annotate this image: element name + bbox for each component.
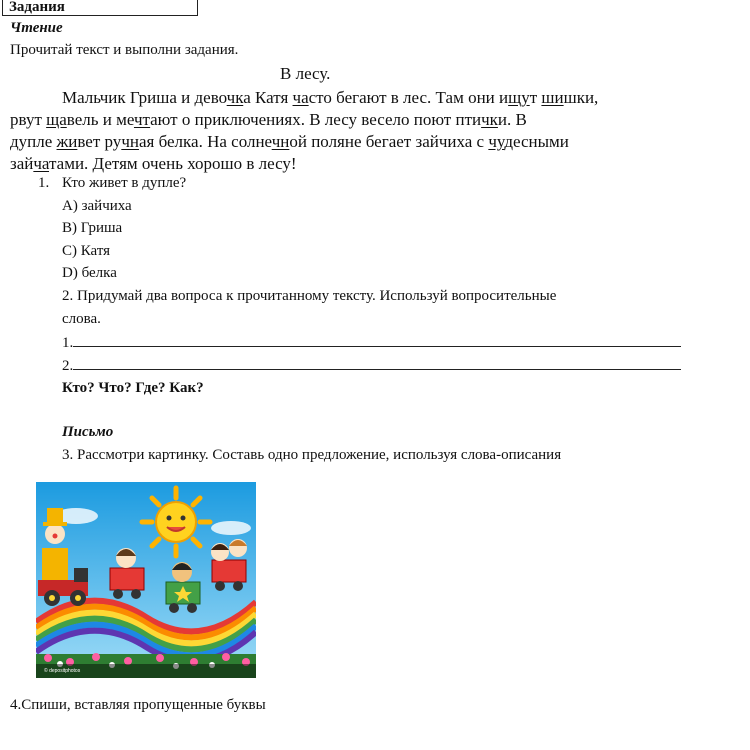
question-words-hint: Кто? Что? Где? Как? (62, 380, 204, 396)
image-watermark: © depositphotos (44, 668, 81, 674)
q1-option-c: С) Катя (62, 243, 111, 259)
story-line-4: зайчатами. Детям очень хорошо в лесу! (10, 154, 297, 173)
q4-text: 4.Спиши, вставляя пропущенные буквы (10, 697, 266, 713)
story-line-1: Мальчик Гриша и девочка Катя часто бегают в лес. Там они ищут шишки, (62, 88, 599, 107)
q3-text: 3. Рассмотри картинку. Составь одно предложение, используя слова-описания (62, 447, 562, 463)
illustration (36, 482, 256, 678)
story-title: В лесу. (280, 64, 331, 83)
answer-line-1[interactable]: 1. (62, 333, 681, 352)
q2-line-2: слова. (62, 311, 101, 327)
header-title: Задания (9, 0, 65, 15)
answer-line-2[interactable]: 2. (62, 356, 681, 375)
q1-text: Кто живет в дупле? (62, 175, 187, 191)
q1-option-a: А) зайчиха (62, 198, 132, 214)
illustration-svg (36, 482, 256, 678)
reading-instruction: Прочитай текст и выполни задания. (10, 42, 239, 58)
writing-section-title: Письмо (62, 424, 114, 440)
reading-section-title: Чтение (10, 20, 63, 36)
q2-line-1: 2. Придумай два вопроса к прочитанному тексту. Используй вопросительные (62, 288, 557, 304)
q1-option-b: В) Гриша (62, 220, 123, 236)
story-line-2: рвут щавель и мечтают о приключениях. В лесу весело поют птички. В (10, 110, 527, 129)
q1-number: 1. (38, 175, 50, 191)
q1-option-d: D) белка (62, 265, 117, 281)
story-line-3: дупле живет ручная белка. На солнечной поляне бегает зайчиха с чудесными (10, 132, 569, 151)
header-box (2, 0, 198, 16)
